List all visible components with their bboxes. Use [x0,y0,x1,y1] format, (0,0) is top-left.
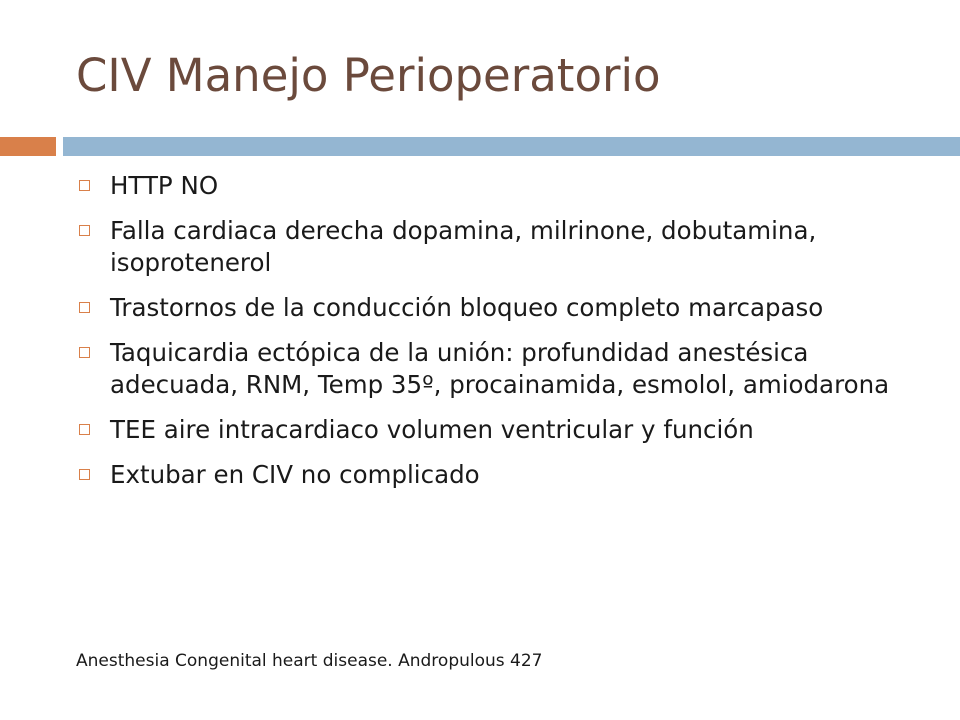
bullet-item [76,414,926,446]
bullet-item [76,215,926,279]
bullet-text: Falla cardiaca derecha dopamina, milrinone, dobutamina, isoprotenerol [110,216,817,277]
bullet-item [76,292,926,324]
bullet-item [76,337,926,401]
bullet-text: Taquicardia ectópica de la unión: profundidad anestésica adecuada, RNM, Temp 35º, procainamida, esmolol, amiodarona [110,338,890,399]
title-rule-bar [63,137,960,156]
citation-text: Anesthesia Congenital heart disease. Andropulous 427 [76,651,543,671]
bullet-text: Trastornos de la conducción bloqueo completo marcapaso [110,293,824,322]
bullet-item [76,459,926,491]
bullet-list [76,170,926,504]
bullet-text: Extubar en CIV no complicado [110,460,480,489]
bullet-text: TEE aire intracardiaco volumen ventricular y función [110,415,754,444]
title-rule-accent [0,137,56,156]
square-bullet-icon [79,469,90,480]
bullet-item [76,170,926,202]
bullet-text: HTTP NO [110,171,219,200]
square-bullet-icon [79,424,90,435]
slide-title: CIV Manejo Perioperatorio [76,49,661,102]
square-bullet-icon [79,225,90,236]
square-bullet-icon [79,180,90,191]
square-bullet-icon [79,347,90,358]
square-bullet-icon [79,302,90,313]
